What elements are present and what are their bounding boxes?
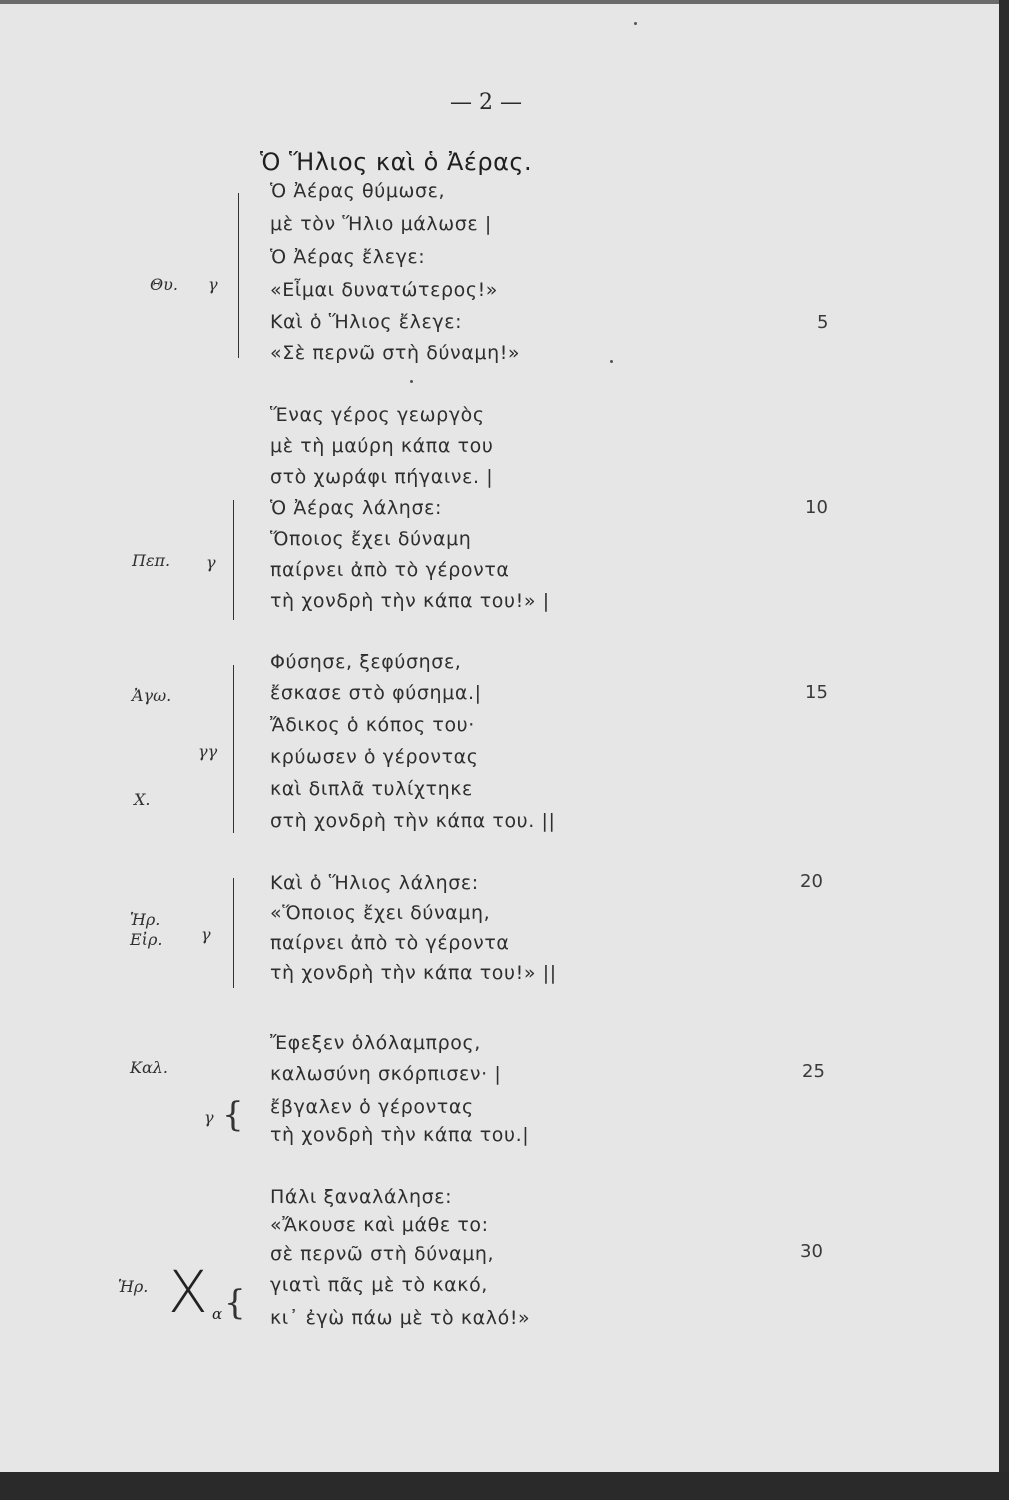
- poem-line: Ἄδικος ὁ κόπος του·: [270, 714, 475, 736]
- poem-line: μὲ τὴ μαύρη κάπα του: [270, 435, 494, 457]
- poem-line: μὲ τὸν Ἥλιο μάλωσε |: [270, 213, 492, 235]
- poem-line: στὴ χονδρὴ τὴν κάπα του. ||: [270, 810, 556, 832]
- bracket-line: [233, 665, 234, 833]
- bracket-line: [238, 193, 239, 358]
- poem-line: Ὁ Ἀέρας λάλησε:: [270, 497, 442, 519]
- speaker-label: Ἡρ.: [118, 1277, 149, 1296]
- speaker-label: Ἀγω.: [132, 686, 172, 705]
- speaker-label: Εἰρ.: [130, 930, 163, 949]
- poem-line: Ὁ Ἀέρας θύμωσε,: [270, 180, 446, 202]
- poem-line: καλωσύνη σκόρπισεν· |: [270, 1063, 502, 1085]
- poem-line: ἔβγαλεν ὁ γέροντας: [270, 1096, 474, 1118]
- poem-line: «Σὲ περνῶ στὴ δύναμη!»: [270, 342, 521, 364]
- line-number: 25: [802, 1061, 825, 1082]
- poem-line: παίρνει ἀπὸ τὸ γέροντα: [270, 932, 510, 954]
- poem-line: Φύσησε, ξεφύσησε,: [270, 651, 462, 673]
- poem-line: παίρνει ἀπὸ τὸ γέροντα: [270, 559, 510, 581]
- line-number: 15: [805, 682, 828, 703]
- poem-line: καὶ διπλᾶ τυλίχτηκε: [270, 778, 473, 800]
- poem-line: Καὶ ὁ Ἥλιος λάλησε:: [270, 872, 479, 894]
- bracket-line: [233, 878, 234, 988]
- speaker-label: Θυ.: [150, 275, 178, 294]
- poem-title: Ὁ Ἥλιος καὶ ὁ Ἀέρας.: [260, 148, 533, 176]
- scan-right-edge: [999, 0, 1009, 1500]
- annotation-mark: γ: [204, 1108, 214, 1127]
- poem-line: Πάλι ξαναλάλησε:: [270, 1186, 453, 1208]
- poem-line: Ἔφεξεν ὁλόλαμπρος,: [270, 1032, 481, 1054]
- annotation-mark: γ: [201, 925, 211, 944]
- page-number: — 2 —: [450, 90, 522, 115]
- scan-speck: [610, 360, 613, 363]
- large-x-mark: X: [168, 1258, 208, 1326]
- speaker-label: Καλ.: [130, 1058, 168, 1077]
- line-number: 30: [800, 1241, 823, 1262]
- poem-line: τὴ χονδρὴ τὴν κάπα του!» |: [270, 590, 550, 612]
- annotation-mark: γ: [206, 553, 216, 572]
- curly-brace: {: [224, 1283, 246, 1323]
- annotation-mark: γγ: [198, 742, 218, 761]
- line-number: 20: [800, 871, 823, 892]
- poem-line: στὸ χωράφι πήγαινε. |: [270, 466, 494, 488]
- poem-line: «Ἄκουσε καὶ μάθε το:: [270, 1214, 489, 1236]
- poem-line: Ὅποιος ἔχει δύναμη: [270, 528, 472, 550]
- scan-speck: [634, 22, 637, 25]
- poem-line: κρύωσεν ὁ γέροντας: [270, 746, 479, 768]
- line-number: 5: [817, 312, 829, 333]
- bracket-line: [233, 500, 234, 620]
- speaker-label: Πεπ.: [132, 551, 171, 570]
- curly-brace: {: [222, 1095, 244, 1135]
- poem-line: Ὁ Ἀέρας ἔλεγε:: [270, 246, 426, 268]
- poem-line: γιατὶ πᾶς μὲ τὸ κακό,: [270, 1274, 488, 1296]
- speaker-label: Χ.: [134, 790, 151, 809]
- scan-top-edge: [0, 0, 1009, 4]
- poem-line: «Ὅποιος ἔχει δύναμη,: [270, 902, 491, 924]
- poem-line: ἔσκασε στὸ φύσημα.|: [270, 682, 482, 704]
- scan-bottom-edge: [0, 1472, 1009, 1500]
- scan-speck: [410, 380, 413, 383]
- poem-line: Ἕνας γέρος γεωργὸς: [270, 404, 485, 426]
- poem-line: Καὶ ὁ Ἥλιος ἔλεγε:: [270, 311, 463, 333]
- poem-line: σὲ περνῶ στὴ δύναμη,: [270, 1243, 495, 1265]
- poem-line: «Εἶμαι δυνατώτερος!»: [270, 279, 499, 301]
- line-number: 10: [805, 497, 828, 518]
- poem-line: κι᾿ ἐγὼ πάω μὲ τὸ καλό!»: [270, 1307, 531, 1329]
- poem-line: τὴ χονδρὴ τὴν κάπα του.|: [270, 1124, 530, 1146]
- poem-line: τὴ χονδρὴ τὴν κάπα του!» ||: [270, 962, 557, 984]
- speaker-label: Ἡρ.: [130, 910, 161, 929]
- annotation-mark: γ: [208, 275, 218, 294]
- annotation-mark: α: [212, 1305, 223, 1323]
